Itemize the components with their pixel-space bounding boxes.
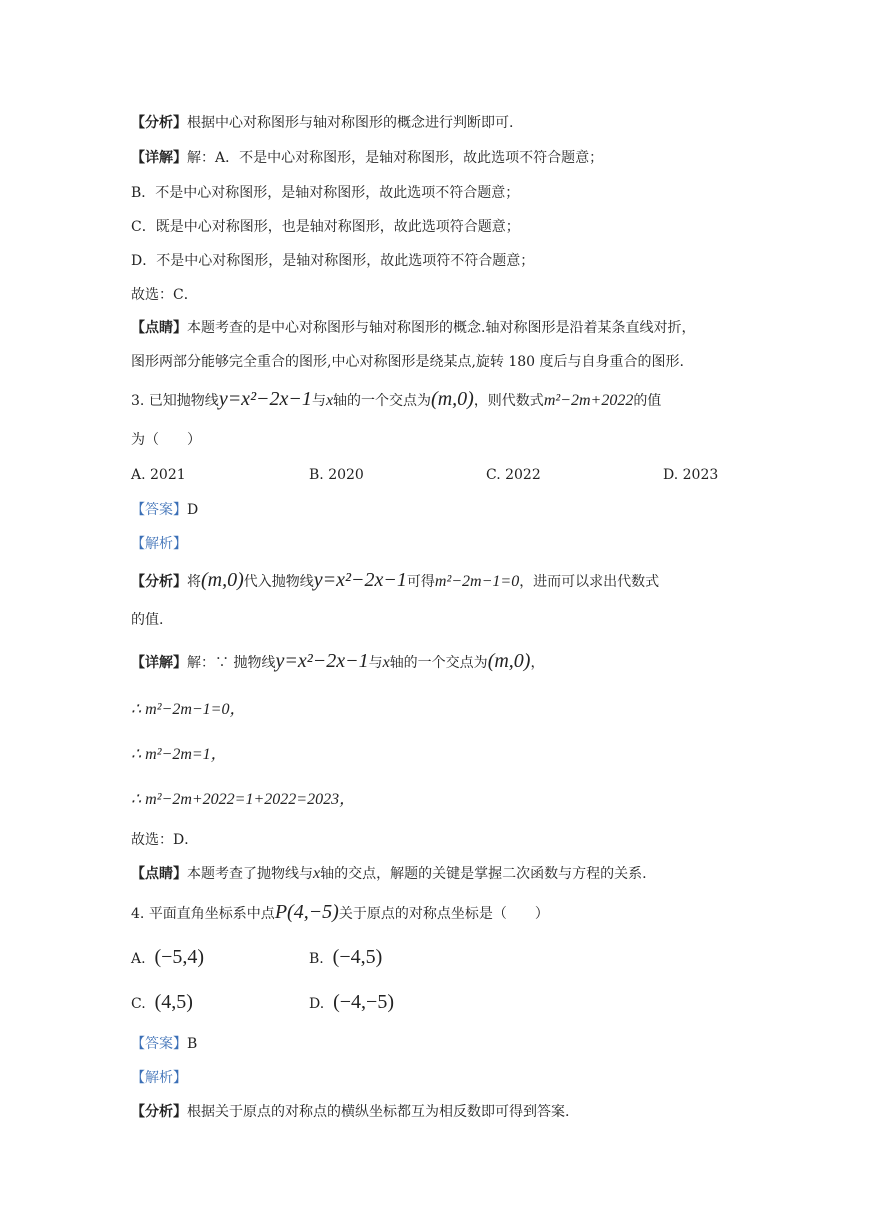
text: 轴的交点，解题的关键是掌握二次函数与方程的关系. xyxy=(320,866,647,882)
question-3 xyxy=(131,389,661,411)
option-value: (−4,−5) xyxy=(333,991,394,1013)
option-d: D. 2023 xyxy=(663,467,719,483)
text-line: 的值. xyxy=(131,612,164,628)
answer: D xyxy=(187,502,199,518)
text: ， xyxy=(530,655,545,671)
option-b: B. 2020 xyxy=(309,467,364,483)
option-a: A. 2021 xyxy=(131,467,186,483)
option-label: C. xyxy=(131,996,146,1012)
text: 可得 xyxy=(406,574,435,590)
tag: 【点睛】 xyxy=(131,320,187,336)
analysis-heading: 【解析】 xyxy=(131,536,187,552)
tag: 【分析】 xyxy=(131,1104,187,1120)
equation: y=x²−2x−1 xyxy=(313,569,407,591)
point: (m,0) xyxy=(487,650,531,672)
tag: 【答案】 xyxy=(131,502,187,518)
analysis-line xyxy=(131,570,659,592)
option-a xyxy=(131,946,204,969)
option-label: A. xyxy=(131,951,146,967)
text: 本题考查的是中心对称图形与轴对称图形的概念.轴对称图形是沿着某条直线对折， xyxy=(187,320,696,336)
comment-line xyxy=(131,864,647,884)
text: ，则代数式 xyxy=(473,393,544,409)
text: 与 xyxy=(368,655,383,671)
variable: x xyxy=(325,392,334,409)
question-number: 4. xyxy=(131,906,145,922)
text: ，进而可以求出代数式 xyxy=(519,574,660,590)
option-c xyxy=(131,991,193,1014)
text-line: B．不是中心对称图形，是轴对称图形，故此选项不符合题意； xyxy=(131,185,520,201)
tag: 【详解】 xyxy=(131,150,187,166)
text-line: 故选：C． xyxy=(131,287,198,303)
analysis-heading: 【解析】 xyxy=(131,1070,187,1086)
text-line: 为（ ） xyxy=(131,432,201,448)
text: 本题考查了抛物线与 xyxy=(187,866,313,882)
answer-line xyxy=(131,1034,197,1054)
variable: x xyxy=(313,865,321,882)
analysis-line xyxy=(131,1102,569,1122)
text: 关于原点的对称点坐标是（ ） xyxy=(338,906,549,922)
text: 平面直角坐标系中点 xyxy=(148,906,275,922)
equation: y=x²−2x−1 xyxy=(275,650,369,672)
text: 已知抛物线 xyxy=(148,393,219,409)
text: 轴的一个交点为 xyxy=(389,655,488,671)
text: 的值 xyxy=(633,393,662,409)
point: P(4,−5) xyxy=(274,901,339,923)
question-4 xyxy=(131,902,549,924)
text: 解：∵ 抛物线 xyxy=(187,655,276,671)
detail-line xyxy=(131,651,544,673)
text: 根据关于原点的对称点的横纵坐标都互为相反数即可得到答案. xyxy=(187,1104,570,1120)
text: 解：A．不是中心对称图形，是轴对称图形，故此选项不符合题意； xyxy=(187,150,604,166)
tag: 【分析】 xyxy=(131,115,187,131)
step-2: ∴ m²−2m=1， xyxy=(131,746,227,763)
option-value: (−5,4) xyxy=(154,946,205,968)
tag: 【答案】 xyxy=(131,1036,187,1052)
text-line: 图形两部分能够完全重合的图形,中心对称图形是绕某点,旋转 180 度后与自身重合的图形. xyxy=(131,354,684,370)
variable: x xyxy=(382,654,390,671)
text: 与 xyxy=(311,393,326,409)
analysis-line xyxy=(131,113,513,133)
tag: 【详解】 xyxy=(131,655,187,671)
text: 代入抛物线 xyxy=(243,574,314,590)
comment-line xyxy=(131,318,695,338)
point: (m,0) xyxy=(201,569,244,591)
step-1: ∴ m²−2m−1=0， xyxy=(131,701,246,718)
option-value: (−4,5) xyxy=(332,946,383,968)
answer-line xyxy=(131,500,198,520)
text: 轴的一个交点为 xyxy=(333,393,432,409)
option-b xyxy=(309,946,382,969)
step-3: ∴ m²−2m+2022=1+2022=2023， xyxy=(131,791,356,808)
option-c: C. 2022 xyxy=(486,467,541,483)
tag: 【分析】 xyxy=(131,574,187,590)
text-line: 故选：D． xyxy=(131,832,199,848)
tag: 【点睛】 xyxy=(131,866,187,882)
equation: y=x²−2x−1 xyxy=(218,388,312,410)
option-label: B. xyxy=(309,951,324,967)
answer: B xyxy=(187,1036,198,1052)
text-line: D．不是中心对称图形，是轴对称图形，故此选项符不符合题意； xyxy=(131,253,535,269)
point: (m,0) xyxy=(431,388,474,410)
equation: m²−2m−1=0 xyxy=(434,573,520,590)
text-line: C．既是中心对称图形，也是轴对称图形，故此选项符合题意； xyxy=(131,219,520,235)
option-d xyxy=(309,991,394,1014)
text: 根据中心对称图形与轴对称图形的概念进行判断即可. xyxy=(187,115,514,131)
detail-line xyxy=(131,148,603,168)
expression: m²−2m+2022 xyxy=(543,392,634,409)
text: 将 xyxy=(187,574,201,590)
question-number: 3. xyxy=(131,393,145,409)
option-value: (4,5) xyxy=(154,991,193,1013)
option-label: D. xyxy=(309,996,325,1012)
